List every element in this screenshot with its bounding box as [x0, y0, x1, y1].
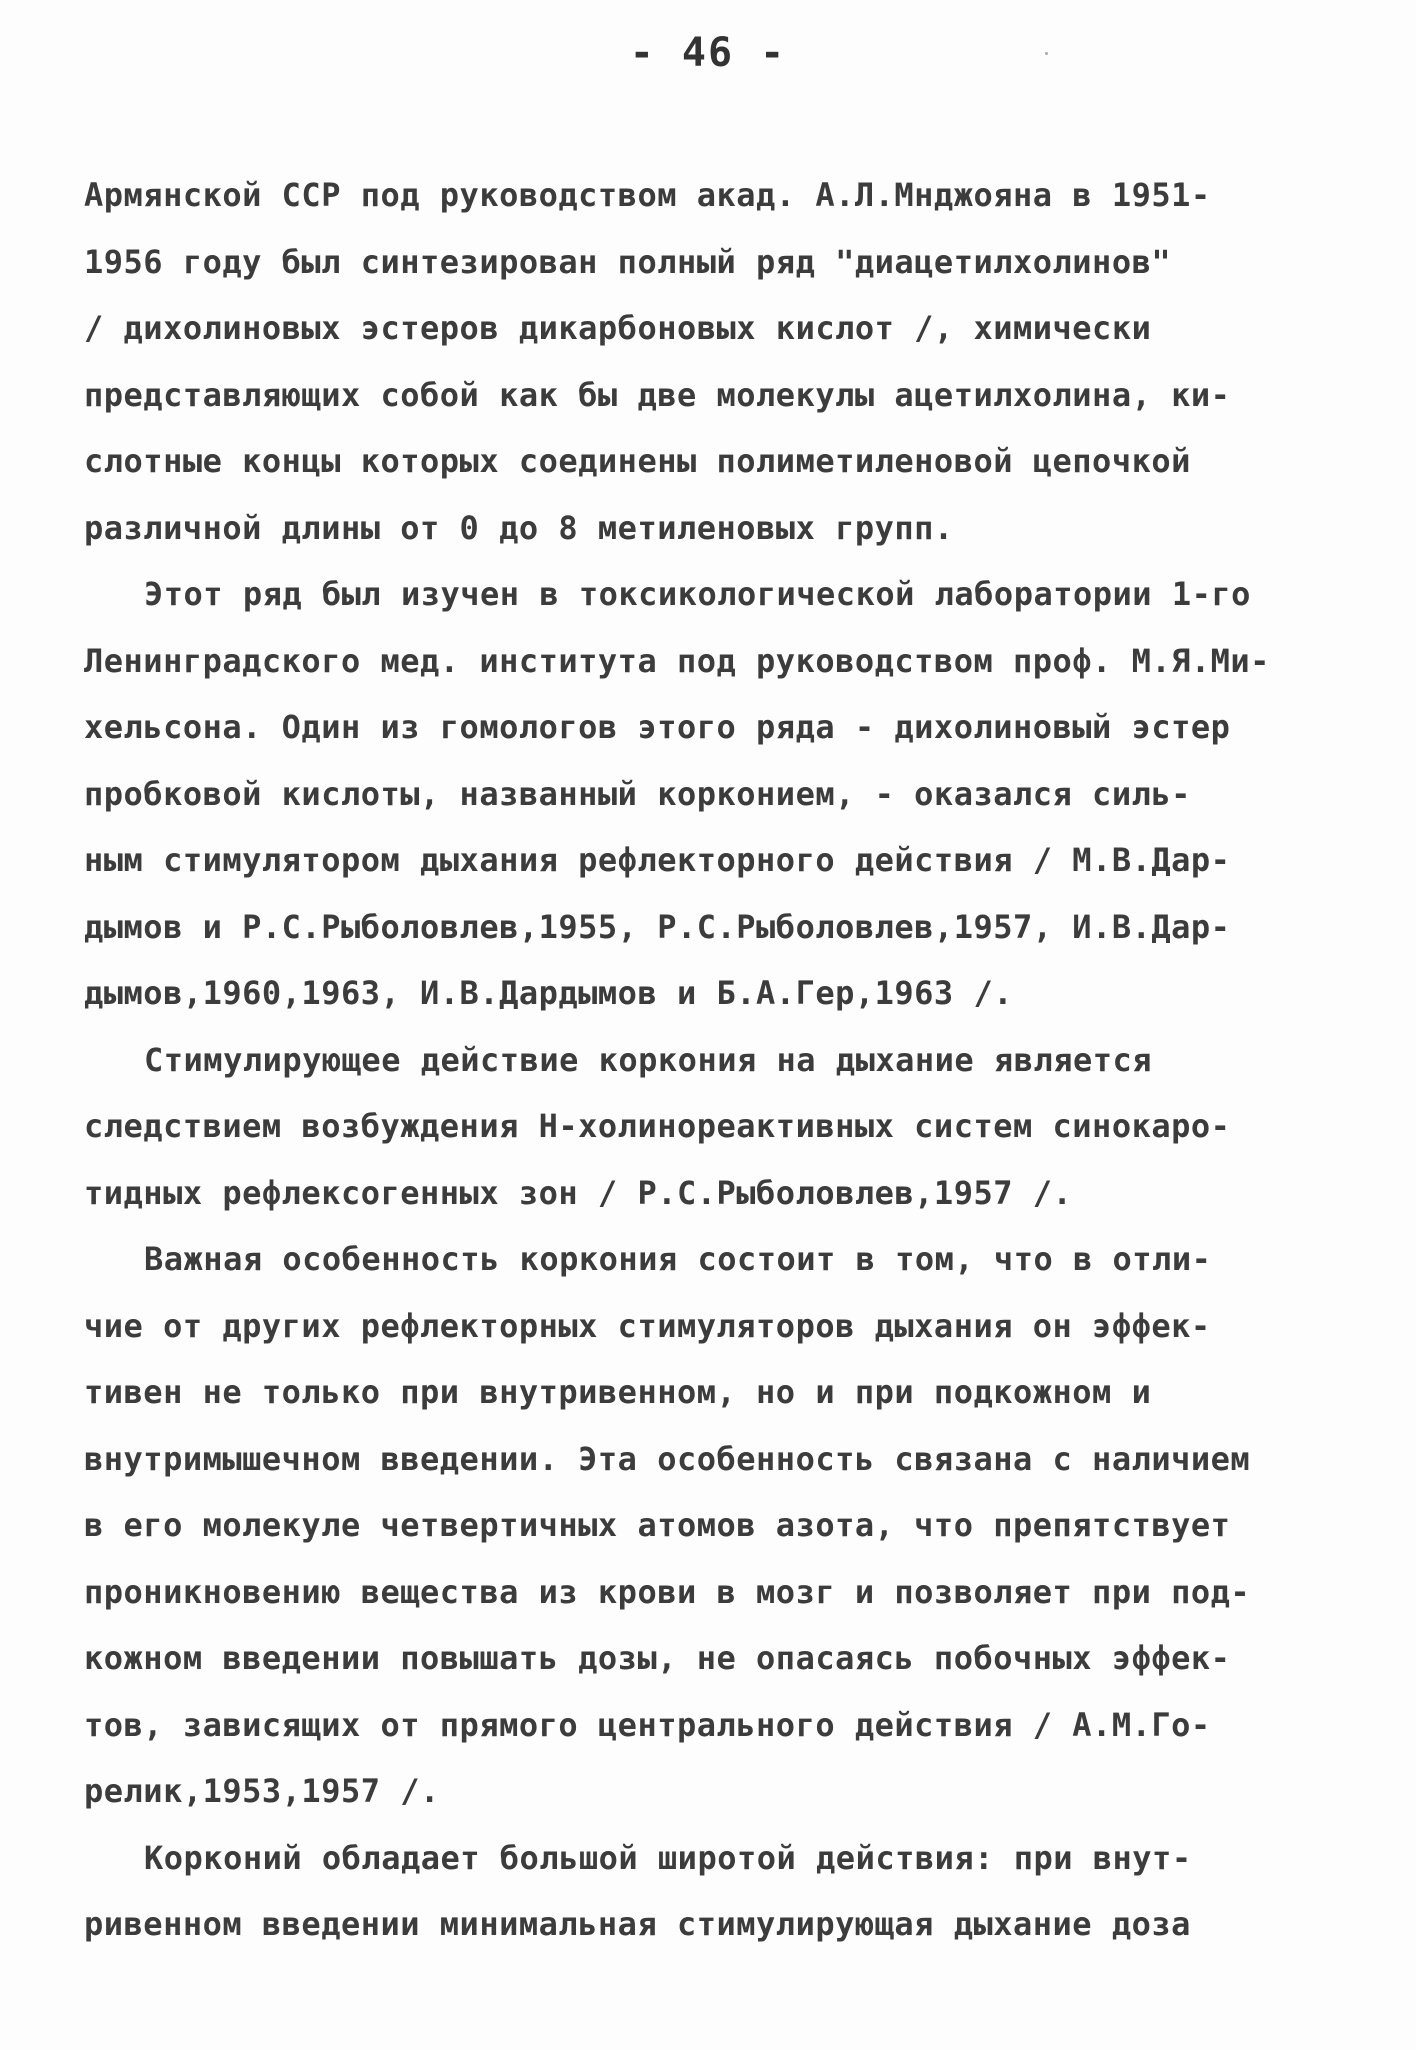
text-line: чие от других рефлекторных стимуляторов дыхания он эффек-	[84, 1306, 1211, 1345]
text-line: Ленинградского мед. института под руководством проф. М.Я.Ми-	[84, 641, 1270, 680]
text-line: Этот ряд был изучен в токсикологической лаборатории 1-го	[144, 575, 1251, 613]
text-line: представляющих собой как бы две молекулы ацетилхолина, ки-	[84, 375, 1231, 414]
text-line: слотные концы которых соединены полиметиленовой цепочкой	[84, 442, 1191, 480]
text-line: тидных рефлексогенных зон / Р.С.Рыболовлев,1957 /.	[84, 1173, 1073, 1212]
text-line: различной длины от 0 до 8 метиленовых групп.	[84, 508, 954, 547]
text-line: тов, зависящих от прямого центрального действия / А.М.Го-	[84, 1705, 1211, 1744]
text-line: / дихолиновых эстеров дикарбоновых кислот /, химически	[84, 309, 1152, 347]
text-line: Стимулирующее действие коркония на дыхание является	[144, 1040, 1153, 1079]
text-line: кожном введении повышать дозы, не опасаясь побочных эффек-	[84, 1639, 1231, 1677]
text-line: хельсона. Один из гомологов этого ряда - дихолиновый эстер	[84, 708, 1231, 746]
text-line: Важная особенность коркония состоит в том, что в отли-	[144, 1240, 1212, 1278]
text-line: дымов,1960,1963, И.В.Дардымов и Б.А.Гер,1963 /.	[84, 974, 1013, 1012]
text-line: тивен не только при внутривенном, но и при подкожном и	[84, 1373, 1152, 1411]
text-line: релик,1953,1957 /.	[84, 1772, 440, 1810]
text-line: дымов и Р.С.Рыболовлев,1955, Р.С.Рыболовлев,1957, И.В.Дар-	[84, 907, 1231, 946]
text-line: Корконий обладает большой широтой действия: при внут-	[144, 1838, 1192, 1877]
text-line: пробковой кислоты, названный корконием, - оказался силь-	[84, 774, 1191, 813]
document-body	[84, 162, 1344, 1958]
page-number: - 46 -	[629, 30, 787, 76]
text-line: ным стимулятором дыхания рефлекторного действия / М.В.Дар-	[84, 841, 1231, 879]
text-line: внутримышечном введении. Эта особенность связана с наличием	[84, 1439, 1251, 1478]
text-line: проникновению вещества из крови в мозг и позволяет при под-	[84, 1572, 1251, 1611]
text-line: ривенном введении минимальная стимулирующая дыхание доза	[84, 1905, 1191, 1943]
text-line: в его молекуле четвертичных атомов азота, что препятствует	[84, 1506, 1231, 1544]
text-line: Армянской ССР под руководством акад. А.Л.Мнджояна в 1951-	[84, 176, 1211, 214]
text-line: следствием возбуждения Н-холинореактивных систем синокаро-	[84, 1107, 1231, 1145]
text-line: 1956 году был синтезирован полный ряд "диацетилхолинов"	[84, 242, 1172, 281]
